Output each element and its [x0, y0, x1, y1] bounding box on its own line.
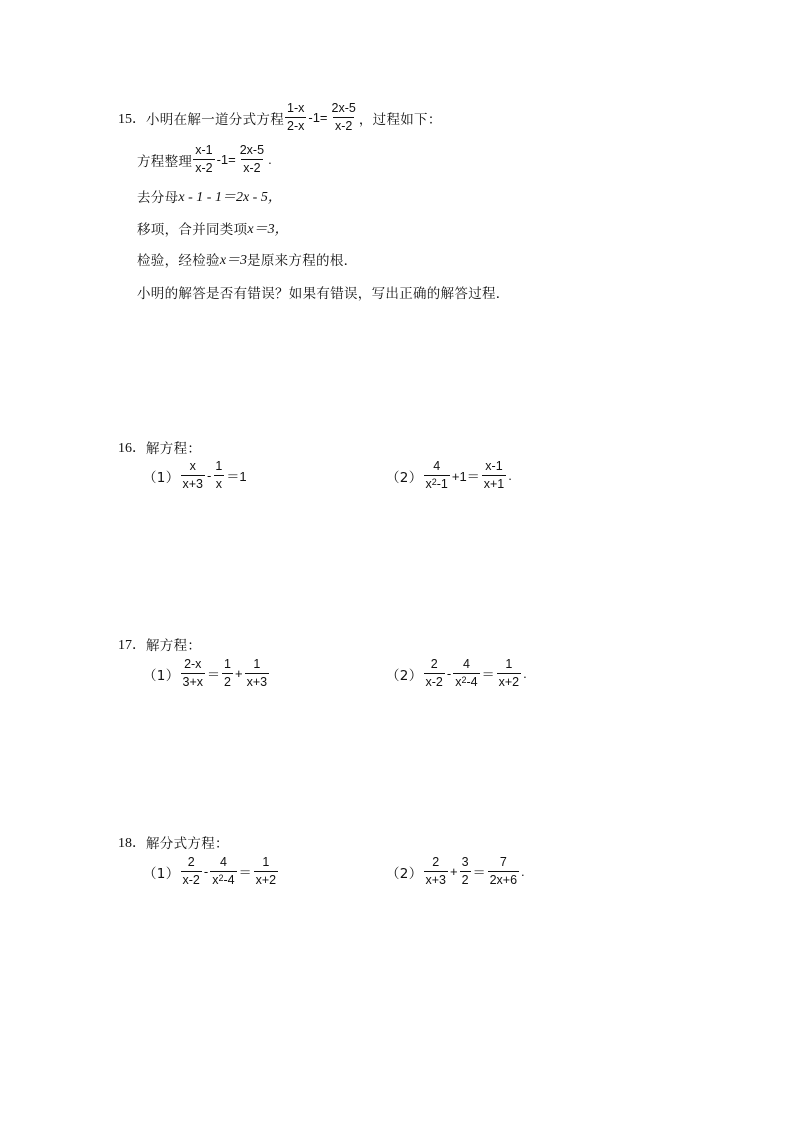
q16-p2-op: +1＝ — [451, 469, 480, 484]
q15-fraction-2: $\frac{2x-5}{x-2}$ — [331, 101, 356, 133]
q16-p2-end: . — [508, 468, 512, 483]
q16-p2-label: （2） — [386, 469, 423, 486]
q18-part1 — [143, 855, 279, 888]
q17-p1-label: （1） — [143, 667, 180, 684]
q18-p2-fraction-3: $\frac{7}{2x+6}$ — [489, 855, 518, 887]
q18-p1-label: （1） — [143, 865, 180, 882]
q17-p2-fraction-1: $\frac{2}{x-2}$ — [425, 657, 443, 689]
q18-p1-fraction-1: $\frac{2}{x-2}$ — [182, 855, 200, 887]
q17-p2-op1: - — [446, 666, 452, 681]
q18-number: 18． — [118, 836, 146, 851]
q17-p1-fraction-2: $\frac{1}{2}$ — [224, 657, 231, 689]
q18-p1-op2: ＝ — [238, 865, 252, 880]
q15-step3-label: 移项，合并同类项 — [137, 222, 248, 238]
q17-part1 — [143, 657, 270, 690]
q17-stem — [118, 634, 201, 654]
q15-step1-end: . — [268, 152, 272, 167]
q17-p2-fraction-2: $\frac{4}{x^2-4}$ — [455, 657, 478, 689]
q17-title: 解方程： — [146, 638, 202, 654]
q17-p2-op2: ＝ — [481, 667, 495, 682]
q16-number: 16． — [118, 441, 146, 456]
q18-p2-fraction-1: $\frac{2}{x+3}$ — [425, 855, 447, 887]
q17-part2 — [386, 657, 528, 690]
q16-p1-label: （1） — [143, 469, 180, 486]
q15-step1-label: 方程整理 — [137, 153, 193, 170]
q16-p1-end: ＝1 — [226, 469, 247, 484]
q15-step4-label: 检验，经检验 — [137, 253, 220, 269]
q18-p2-op1: + — [450, 864, 458, 879]
q17-p2-end: . — [523, 666, 527, 681]
q18-stem — [118, 832, 229, 852]
q16-p2-fraction-1: $\frac{4}{x^2-1}$ — [425, 459, 448, 491]
q16-p1-op: - — [207, 468, 212, 483]
q17-p2-fraction-3: $\frac{1}{x+2}$ — [498, 657, 520, 689]
q18-p1-fraction-3: $\frac{1}{x+2}$ — [255, 855, 277, 887]
q18-p1-op1: - — [203, 864, 209, 879]
q16-p1-fraction-2: $\frac{1}{x}$ — [215, 459, 223, 491]
q16-title: 解方程： — [146, 441, 202, 457]
q15-step2-expr: x - 1 - 1＝2x - 5， — [178, 190, 282, 205]
q17-p1-fraction-3: $\frac{1}{x+3}$ — [246, 657, 268, 689]
q18-p1-fraction-2: $\frac{4}{x^2-4}$ — [212, 855, 235, 887]
q15-step1-fraction-2: $\frac{2x-5}{x-2}$ — [239, 143, 265, 175]
q15-step2-label: 去分母 — [137, 190, 179, 206]
q15-step4 — [137, 249, 357, 269]
q15-step1-fraction-1: $\frac{x-1}{x-2}$ — [195, 143, 213, 175]
q15-step1 — [137, 143, 273, 176]
q17-p1-fraction-1: $\frac{2-x}{3+x}$ — [182, 657, 204, 689]
q18-p2-op2: ＝ — [472, 865, 486, 880]
q15-intro: 小明在解一道分式方程 — [146, 111, 284, 128]
q15-fraction-1: $\frac{1-x}{2-x}$ — [287, 101, 305, 133]
q17-p2-label: （2） — [386, 667, 423, 684]
q16-p2-fraction-2: $\frac{x-1}{x+1}$ — [483, 459, 505, 491]
q15-step3 — [137, 218, 289, 238]
q17-number: 17． — [118, 638, 146, 653]
q15-step1-op: -1= — [216, 152, 236, 167]
q15-minus-equals: -1= — [308, 110, 328, 125]
q15-step3-expr: x＝3， — [247, 222, 289, 237]
q18-title: 解分式方程： — [146, 836, 229, 852]
q18-p2-end: . — [521, 864, 525, 879]
q15-stem — [118, 101, 442, 134]
q15-number: 15． — [118, 111, 146, 127]
q15-question: 小明的解答是否有错误？如果有错误，写出正确的解答过程． — [137, 286, 510, 302]
q18-p2-label: （2） — [386, 865, 423, 882]
q16-part2 — [386, 459, 513, 492]
q18-part2 — [386, 855, 526, 888]
q15-intro-end: ，过程如下： — [358, 111, 442, 128]
q16-p1-fraction-1: $\frac{x}{x+3}$ — [182, 459, 204, 491]
q17-p1-op2: + — [234, 666, 243, 681]
q15-step2 — [137, 186, 282, 206]
q16-stem — [118, 437, 201, 457]
q16-part1 — [143, 459, 248, 492]
q17-p1-op1: ＝ — [207, 667, 221, 682]
q15-step4-expr: x＝3 — [219, 253, 248, 268]
q15-step4-end: 是原来方程的根． — [247, 253, 358, 269]
q18-p2-fraction-2: $\frac{3}{2}$ — [461, 855, 469, 887]
